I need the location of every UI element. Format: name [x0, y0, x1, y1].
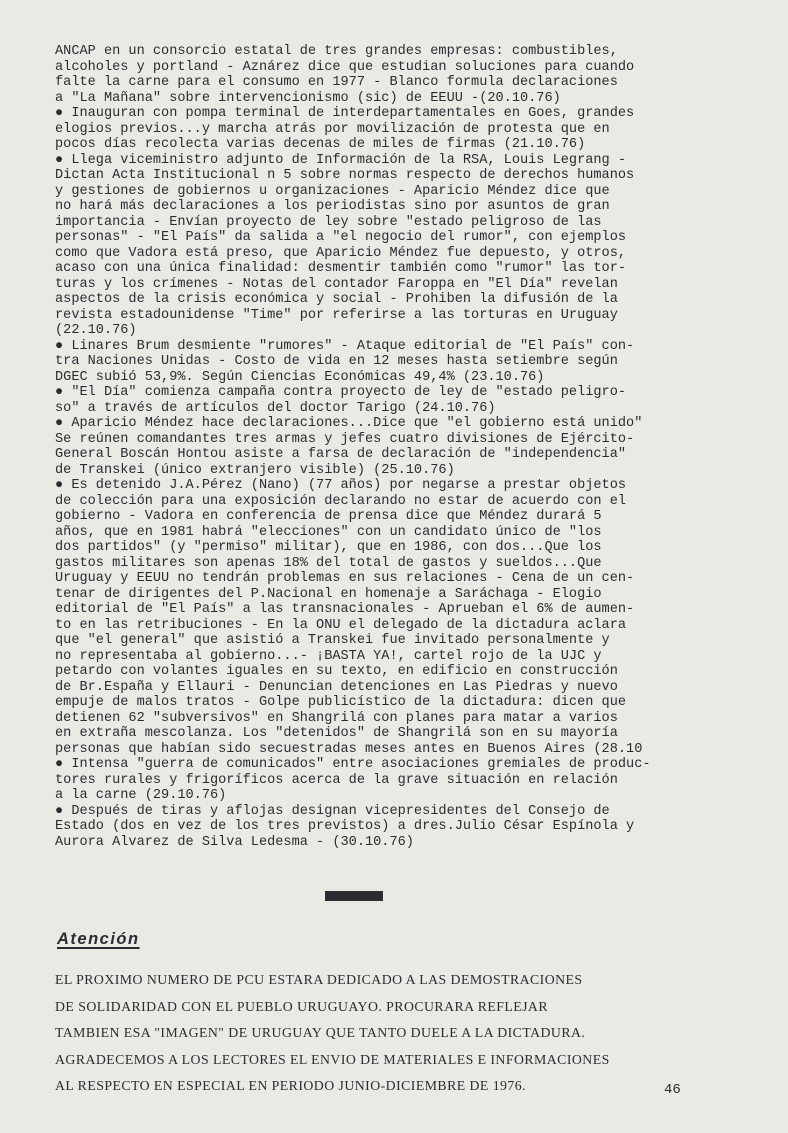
notice-line: DE SOLIDARIDAD CON EL PUEBLO URUGUAYO. PROCURARA REFLEJAR	[55, 998, 548, 1014]
text-line: importancia - Envían proyecto de ley sobre "estado peligroso de las	[55, 214, 602, 230]
text-line: detienen 62 "subversivos" en Shangrilá con planes para matar a varios	[55, 710, 618, 726]
notice-line: EL PROXIMO NUMERO DE PCU ESTARA DEDICADO A LAS DEMOSTRACIONES	[55, 972, 583, 987]
text-line: tores rurales y frigoríficos acerca de la grave situación en relación	[55, 772, 618, 788]
text-line: Estado (dos en vez de los tres previstos) a dres.Julio César Espínola y	[55, 819, 635, 834]
text-line: falte la carne para el consumo en 1977 - Blanco formula declaraciones	[55, 75, 618, 90]
text-line: años, que en 1981 habrá "elecciones" con un candidato único de "los	[55, 524, 602, 540]
text-line: Uruguay y EEUU no tendrán problemas en sus relaciones - Cena de un cen-	[55, 571, 635, 586]
text-line: como que Vadora está preso, que Aparicio Méndez fue depuesto, y otros,	[55, 245, 627, 261]
text-line: ● Intensa "guerra de comunicados" entre asociaciones gremiales de produc-	[55, 757, 651, 772]
text-line: revista estadounidense "Time" por referirse a las torturas en Uruguay	[55, 307, 618, 323]
text-line: aspectos de la crisis económica y social - Prohiben la difusión de la	[55, 292, 618, 307]
text-line: ANCAP en un consorcio estatal de tres grandes empresas: combustibles,	[55, 44, 618, 59]
text-line: DGEC subió 53,9%. Según Ciencias Económicas 49,4% (23.10.76)	[55, 369, 545, 385]
text-line: alcoholes y portland - Aznárez dice que estudian soluciones para cuando	[55, 59, 635, 75]
text-line: de Transkei (único extranjero visible) (25.10.76)	[55, 462, 455, 478]
text-line: en extraña mescolanza. Los "detenidos" de Shangrilá son en su mayoría	[55, 726, 618, 741]
text-line: gastos militares son apenas 18% del total de gastos y sueldos...Que	[55, 555, 602, 571]
separator-bar	[325, 891, 383, 901]
text-line: no hará más declaraciones a los periodistas sino por asuntos de gran	[55, 199, 610, 214]
text-line: de Br.España y Ellauri - Denuncian detenciones en Las Piedras y nuevo	[55, 679, 618, 695]
text-line: empuje de malos tratos - Golpe publicístico de la dictadura: dicen que	[55, 695, 627, 710]
text-line: turas y los crímenes - Notas del contador Faroppa en "El Día" revelan	[55, 276, 618, 292]
text-line: ● Llega viceministro adjunto de Información de la RSA, Louis Legrang -	[55, 152, 627, 168]
text-line: ● Aparicio Méndez hace declaraciones...Dice que "el gobierno está unido"	[55, 416, 643, 431]
notice-heading: Atención	[57, 930, 140, 948]
text-line: personas que habían sido secuestradas meses antes en Buenos Aires (28.10	[55, 741, 643, 757]
text-line: pocos días recolecta varias decenas de miles de firmas (21.10.76)	[55, 137, 586, 152]
text-line: Aurora Alvarez de Silva Ledesma - (30.10.76)	[55, 834, 414, 850]
chronology-text	[55, 44, 755, 850]
text-line: a la carne (29.10.76)	[55, 788, 227, 803]
text-line: petardo con volantes iguales en su texto, en edificio en construcción	[55, 664, 618, 679]
text-line: dos partidos" (y "permiso" militar), que en 1986, con dos...Que los	[55, 540, 602, 555]
page-number: 46	[664, 1082, 681, 1098]
notice-line: TAMBIEN ESA "IMAGEN" DE URUGUAY QUE TANTO DUELE A LA DICTADURA.	[55, 1025, 586, 1040]
text-line: ● "El Día" comienza campaña contra proyecto de ley de "estado peligro-	[55, 385, 627, 400]
notice-text	[55, 967, 735, 1100]
text-line: y gestiones de gobiernos u organizaciones - Aparicio Méndez dice que	[55, 183, 610, 199]
text-line: personas" - "El País" da salida a "el negocio del rumor", con ejemplos	[55, 230, 627, 245]
text-line: ● Es detenido J.A.Pérez (Nano) (77 años) por negarse a prestar objetos	[55, 478, 627, 493]
text-line: tenar de dirigentes del P.Nacional en homenaje a Saráchaga - Elogio	[55, 586, 602, 602]
text-line: General Boscán Hontou asiste a farsa de declaración de "independencia"	[55, 447, 627, 462]
text-line: editorial de "El País" a las transnacionales - Aprueban el 6% de aumen-	[55, 602, 635, 617]
text-line: ● Inauguran con pompa terminal de interdepartamentales en Goes, grandes	[55, 106, 635, 121]
text-line: de colección para una exposición declarando no estar de acuerdo con el	[55, 493, 627, 509]
text-line: a "La Mañana" sobre intervencionismo (sic) de EEUU -(20.10.76)	[55, 90, 561, 106]
text-line: to en las retribuciones - En la ONU el delegado de la dictadura aclara	[55, 617, 627, 633]
text-line: Dictan Acta Institucional n 5 sobre normas respecto de derechos humanos	[55, 168, 635, 183]
text-line: tra Naciones Unidas - Costo de vida en 12 meses hasta setiembre según	[55, 354, 618, 369]
text-line: Se reúnen comandantes tres armas y jefes cuatro divisiones de Ejército-	[55, 431, 635, 447]
text-line: elogios previos...y marcha atrás por movilización de protesta que en	[55, 121, 610, 137]
text-line: so" a través de artículos del doctor Tarigo (24.10.76)	[55, 400, 496, 416]
text-line: no representaba al gobierno...- ¡BASTA YA!, cartel rojo de la UJC y	[55, 648, 602, 664]
notice-line: AGRADECEMOS A LOS LECTORES EL ENVIO DE MATERIALES E INFORMACIONES	[55, 1051, 610, 1067]
text-line: acaso con una única finalidad: desmentir también como "rumor" las tor-	[55, 261, 627, 276]
text-line: gobierno - Vadora en conferencia de prensa dice que Méndez durará 5	[55, 509, 602, 524]
text-line: ● Linares Brum desmiente "rumores" - Ataque editorial de "El País" con-	[55, 338, 635, 354]
text-line: ● Después de tiras y aflojas designan vicepresidentes del Consejo de	[55, 803, 610, 819]
notice-line: AL RESPECTO EN ESPECIAL EN PERIODO JUNIO-DICIEMBRE DE 1976.	[55, 1078, 526, 1093]
text-line: que "el general" que asistió a Transkei fue invitado personalmente y	[55, 633, 610, 648]
text-line: (22.10.76)	[55, 323, 137, 338]
